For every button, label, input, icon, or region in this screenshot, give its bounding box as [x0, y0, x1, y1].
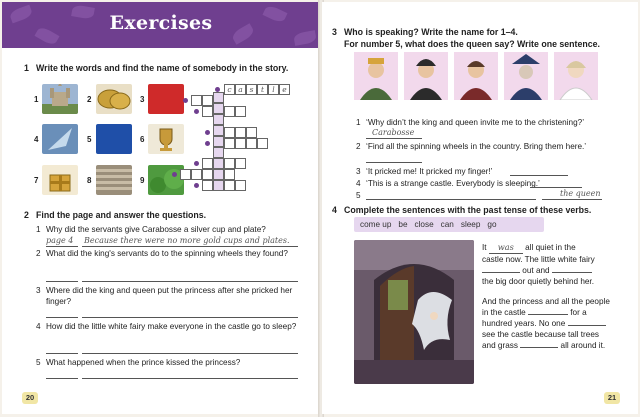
- blue-picture: [96, 124, 132, 154]
- answer-1: Because there were no more gold cups and plates.: [84, 236, 290, 245]
- answer-1: Carabosse: [372, 128, 415, 137]
- answer-line[interactable]: [568, 325, 606, 326]
- carabosse-portrait: [504, 52, 548, 100]
- paragraph-1: It was all quiet in the castle now. The little white fairy out and the big door quietly behind her.: [482, 242, 595, 286]
- answer-line[interactable]: [46, 353, 78, 354]
- page-header: [2, 2, 320, 48]
- answer-page-1: page 4: [46, 236, 74, 245]
- verb-box: come up be close can sleep go: [354, 217, 544, 232]
- cup-picture: [148, 124, 184, 154]
- answer-line[interactable]: [82, 317, 298, 318]
- page-number: 21: [604, 392, 620, 404]
- answer-line[interactable]: [528, 314, 568, 315]
- page-number: 20: [22, 392, 38, 404]
- answer-line[interactable]: [366, 199, 536, 200]
- answer-line[interactable]: [366, 162, 422, 163]
- gold-plates-picture: [96, 84, 132, 114]
- gift-picture: [42, 165, 78, 195]
- question-1-title: 1 Write the words and find the name of somebody in the story.: [24, 63, 289, 73]
- right-page: 3 Who is speaking? Write the name for 1–4. For number 5, what does the queen say? Write one sentence. 1 ‘Why didn’t the king and queen invite me to the christening?’ Carabosse 2 ‘Find all the spinning wheels in the country. Bring them here.’ 3 ‘It pricked me! It pricked my finger!’ 4 ‘This is a strange castle. Everybody is sleeping.’ 5 the queen 4 Complete the sentences with the past tense of these verbs. come up be close can sleep go It was all quiet in the castle now. The little white fairy out and the big door quietly behind her. And the princess and all the people in the castle for a hundred years. No one see the castle because tall trees and grass all around it. 21: [322, 2, 638, 414]
- fairy-picture: [42, 124, 78, 154]
- answer-line[interactable]: [82, 281, 298, 282]
- page-title: Exercises: [109, 12, 213, 34]
- king-portrait: [354, 52, 398, 100]
- answer-line[interactable]: [520, 347, 558, 348]
- answer-5: the queen: [560, 189, 601, 198]
- castle-door-illustration: [354, 240, 474, 384]
- answer-line[interactable]: [46, 281, 78, 282]
- answer-line[interactable]: [82, 378, 298, 379]
- answer-line[interactable]: [530, 187, 582, 188]
- paragraph-2: And the princess and all the people in the castle for a hundred years. No one see the castle because tall trees and grass all around it.: [482, 297, 610, 350]
- left-page: Exercises 1 Write the words and find the name of somebody in the story. 1 2 3 4 5 6 7 8 9 c a s t l e 2 Find the page and answer the questions. 1 Why did the servants give Carabosse a silver cup and plate? page 4 Because there were no more gold cups and plates. 2 What did the king's servants do to the spinning wheels they found? 3 Where did the king and queen put the princess after she pricked her finger? 4 How did the little white fairy make everyone in the castle go to sleep? 5 What happened when the prince kissed the princess? 20: [2, 2, 320, 414]
- queen-portrait: [404, 52, 448, 100]
- answer-line[interactable]: [46, 317, 78, 318]
- answer-line[interactable]: [552, 272, 592, 273]
- stairs-picture: [96, 165, 132, 195]
- question-2-title: 2 Find the page and answer the questions.: [24, 210, 207, 220]
- answer-line[interactable]: [46, 378, 78, 379]
- castle-picture: [42, 84, 78, 114]
- green-picture: [148, 165, 184, 195]
- answer-line[interactable]: [82, 353, 298, 354]
- question-4-title: 4 Complete the sentences with the past tense of these verbs.: [332, 205, 592, 215]
- prince-portrait: [454, 52, 498, 100]
- answer-line[interactable]: [482, 272, 520, 273]
- question-3-title: 3 Who is speaking? Write the name for 1–4.: [332, 27, 518, 37]
- red-picture: [148, 84, 184, 114]
- answer-line[interactable]: [510, 175, 568, 176]
- question-3-title-line-2: For number 5, what does the queen say? Write one sentence.: [344, 39, 600, 49]
- answer-was: was: [489, 242, 523, 254]
- fairy-portrait: [554, 52, 598, 100]
